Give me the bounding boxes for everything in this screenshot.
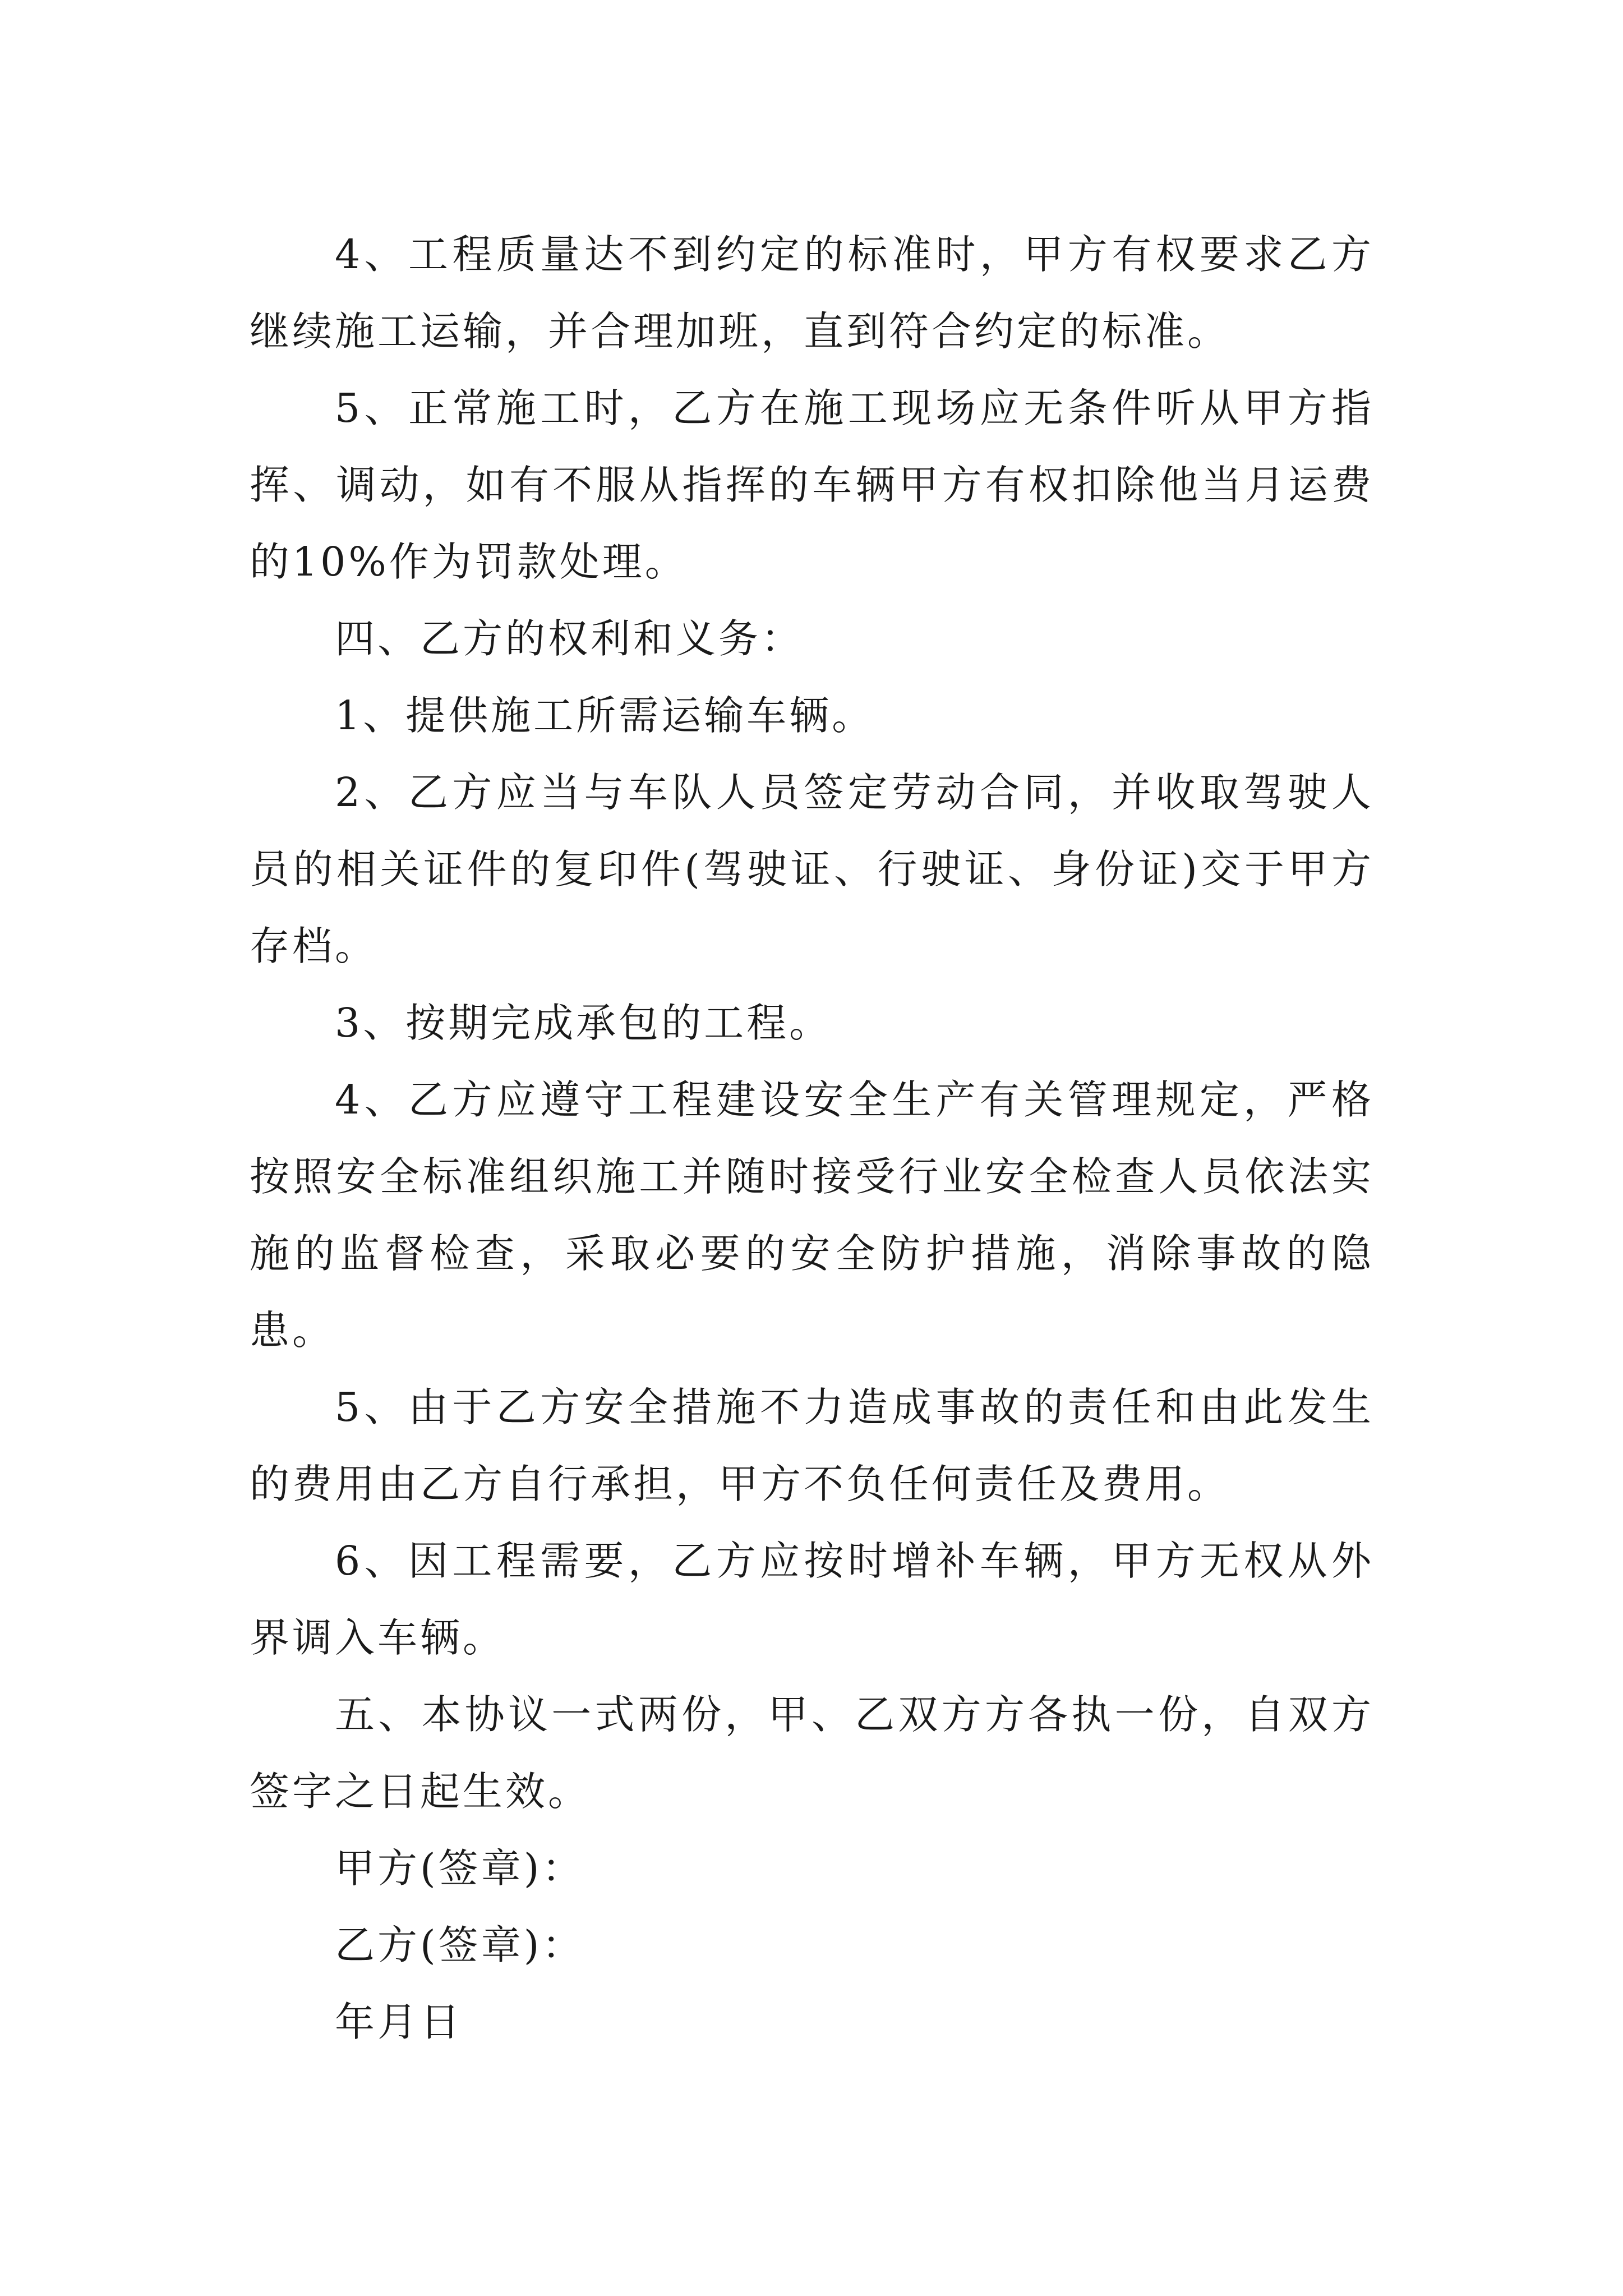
paragraph-add-vehicles: 6、因工程需要，乙方应按时增补车辆，甲方无权从外界调入车辆。 bbox=[250, 1538, 1374, 1661]
section-heading-party-b-rights: 四、乙方的权利和义务： bbox=[335, 615, 804, 662]
signature-party-a: 甲方(签章)： bbox=[335, 1845, 585, 1892]
signature-date: 年月日 bbox=[335, 1999, 463, 2045]
paragraph-agreement-copies: 五、本协议一式两份，甲、乙双方方各执一份，自双方签字之日起生效。 bbox=[250, 1691, 1374, 1815]
paragraph-safety-rules: 4、乙方应遵守工程建设安全生产有关管理规定，严格按照安全标准组织施工并随时接受行业安全检查人员依法实施的监督检查，采取必要的安全防护措施，消除事故的隐患。 bbox=[250, 1076, 1374, 1354]
paragraph-quality-clause: 4、工程质量达不到约定的标准时，甲方有权要求乙方继续施工运输，并合理加班，直到符合约定的标准。 bbox=[250, 231, 1374, 355]
paragraph-accident-liability: 5、由于乙方安全措施不力造成事故的责任和由此发生的费用由乙方自行承担，甲方不负任何责任及费用。 bbox=[250, 1384, 1374, 1507]
paragraph-complete-on-time: 3、按期完成承包的工程。 bbox=[335, 1000, 832, 1046]
paragraph-labor-contract: 2、乙方应当与车队人员签定劳动合同，并收取驾驶人员的相关证件的复印件(驾驶证、行驶证、身份证)交于甲方存档。 bbox=[250, 769, 1374, 969]
paragraph-provide-vehicles: 1、提供施工所需运输车辆。 bbox=[335, 692, 875, 739]
paragraph-site-command-clause: 5、正常施工时，乙方在施工现场应无条件听从甲方指挥、调动，如有不服从指挥的车辆甲方有权扣除他当月运费的10%作为罚款处理。 bbox=[250, 385, 1374, 585]
document-body bbox=[250, 216, 1374, 2060]
signature-party-b: 乙方(签章)： bbox=[335, 1922, 585, 1968]
